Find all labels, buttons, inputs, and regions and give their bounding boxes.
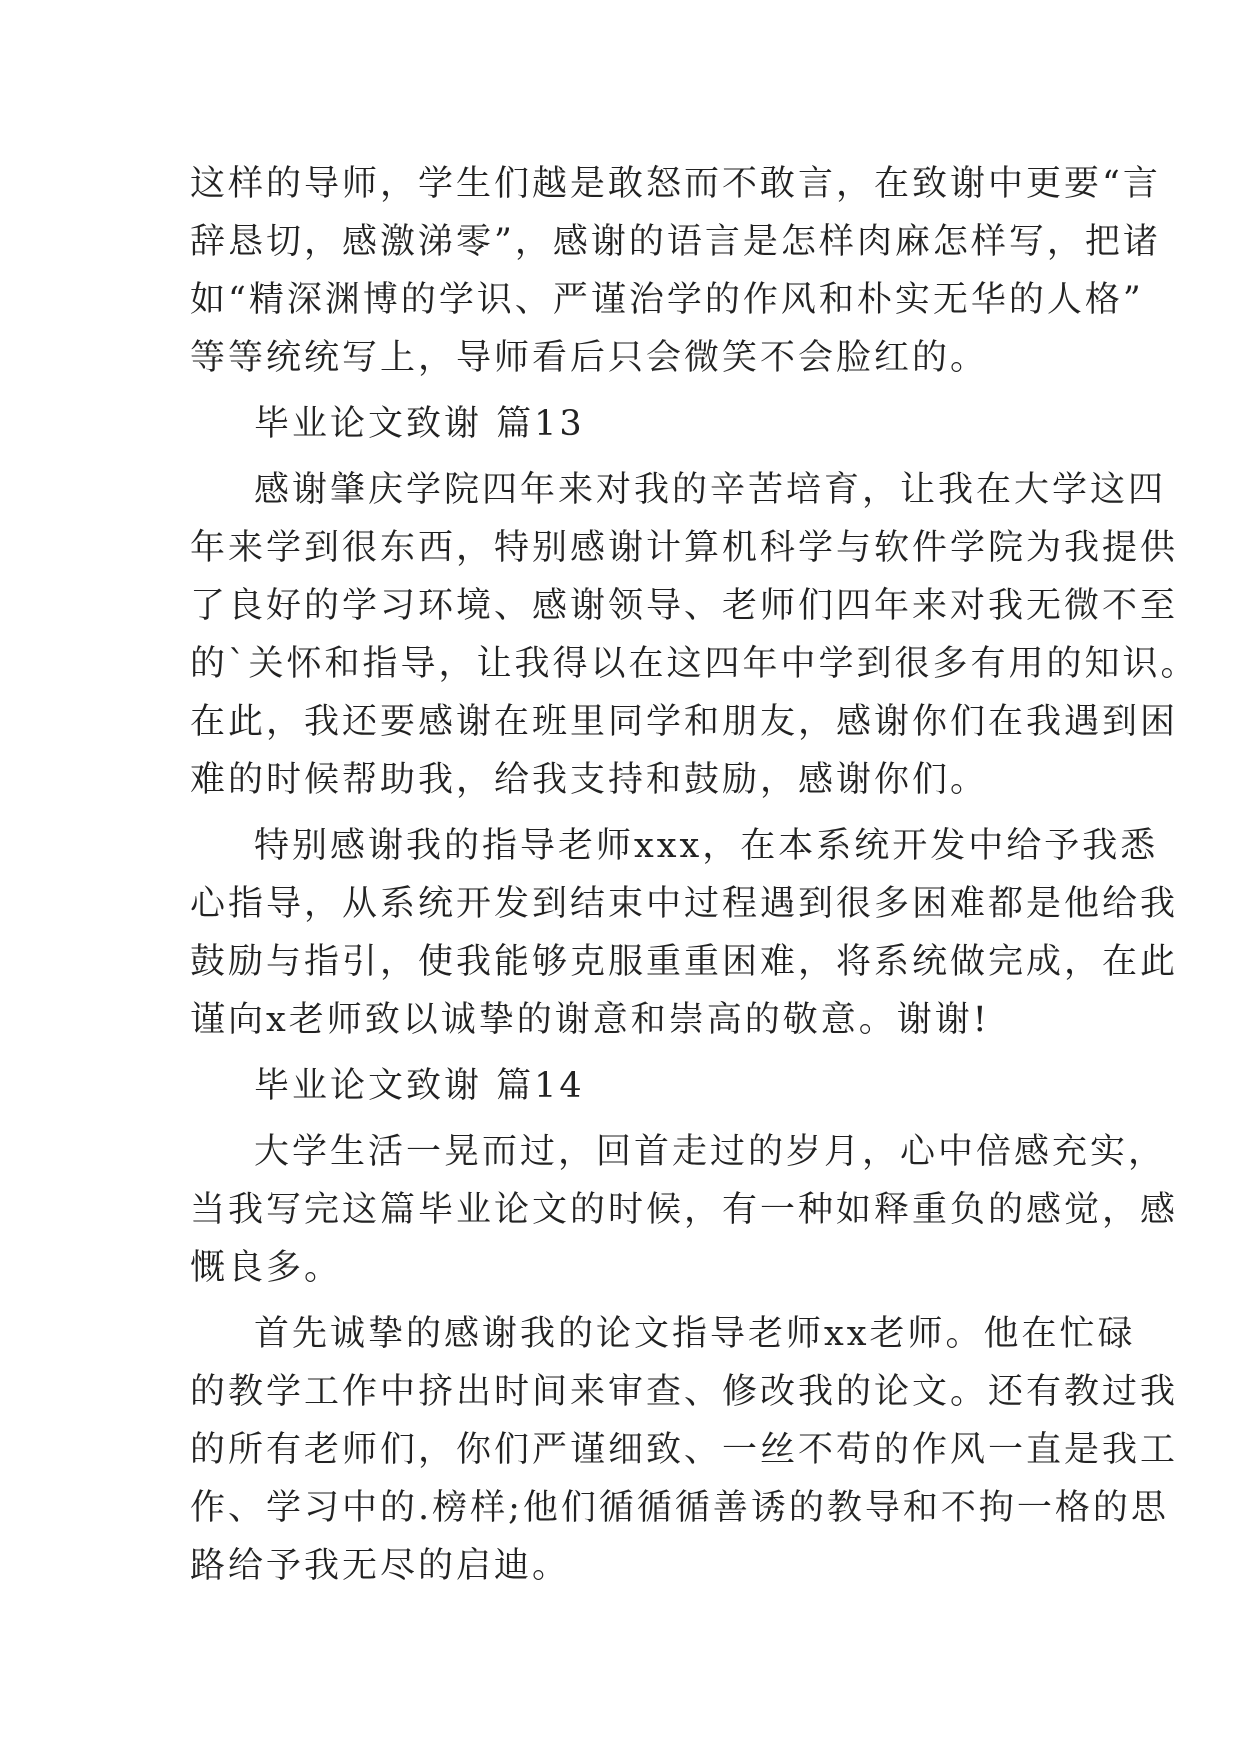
text-line: 年来学到很东西，特别感谢计算机科学与软件学院为我提供 [190, 528, 1179, 568]
section-heading: 毕业论文致谢 篇13 [254, 404, 585, 444]
text-line: 当我写完这篇毕业论文的时候，有一种如释重负的感觉，感 [190, 1190, 1179, 1230]
text-line: 谨向x老师致以诚挚的谢意和崇高的敬意。谢谢! [190, 1000, 990, 1040]
paragraph [190, 817, 1179, 1049]
text-line: 鼓励与指引，使我能够克服重重困难，将系统做完成，在此 [190, 942, 1179, 982]
paragraph-continuation [190, 155, 1161, 387]
text-line: 作、学习中的.榜样;他们循循循善诱的教导和不拘一格的思 [190, 1488, 1169, 1528]
paragraph [190, 1123, 1179, 1297]
paragraph [190, 461, 1199, 809]
text-line: 的`关怀和指导，让我得以在这四年中学到很多有用的知识。 [190, 644, 1199, 684]
text-line: 如“精深渊博的学识、严谨治学的作风和朴实无华的人格” [190, 280, 1144, 320]
paragraph [190, 1305, 1179, 1595]
text-line: 在此，我还要感谢在班里同学和朋友，感谢你们在我遇到困 [190, 702, 1179, 742]
document-body [190, 155, 1199, 1603]
text-line: 大学生活一晃而过，回首走过的岁月，心中倍感充实， [254, 1132, 1167, 1172]
text-line: 路给予我无尽的启迪。 [190, 1546, 571, 1586]
section-heading: 毕业论文致谢 篇14 [254, 1066, 585, 1106]
text-line: 辞恳切，感激涕零”，感谢的语言是怎样肉麻怎样写，把诸 [190, 222, 1161, 262]
text-line: 的教学工作中挤出时间来审查、修改我的论文。还有教过我 [190, 1372, 1179, 1412]
text-line: 等等统统写上，导师看后只会微笑不会脸红的。 [190, 338, 989, 378]
text-line: 了良好的学习环境、感谢领导、老师们四年来对我无微不至 [190, 586, 1179, 626]
text-line: 难的时候帮助我，给我支持和鼓励，感谢你们。 [190, 760, 989, 800]
text-line: 的所有老师们，你们严谨细致、一丝不苟的作风一直是我工 [190, 1430, 1179, 1470]
text-line: 感谢肇庆学院四年来对我的辛苦培育，让我在大学这四 [254, 470, 1167, 510]
text-line: 心指导，从系统开发到结束中过程遇到很多困难都是他给我 [190, 884, 1179, 924]
text-line: 特别感谢我的指导老师xxx，在本系统开发中给予我悉 [254, 826, 1159, 866]
text-line: 首先诚挚的感谢我的论文指导老师xx老师。他在忙碌 [254, 1314, 1136, 1354]
text-line: 这样的导师，学生们越是敢怒而不敢言，在致谢中更要“言 [190, 164, 1161, 204]
text-line: 慨良多。 [190, 1248, 343, 1288]
